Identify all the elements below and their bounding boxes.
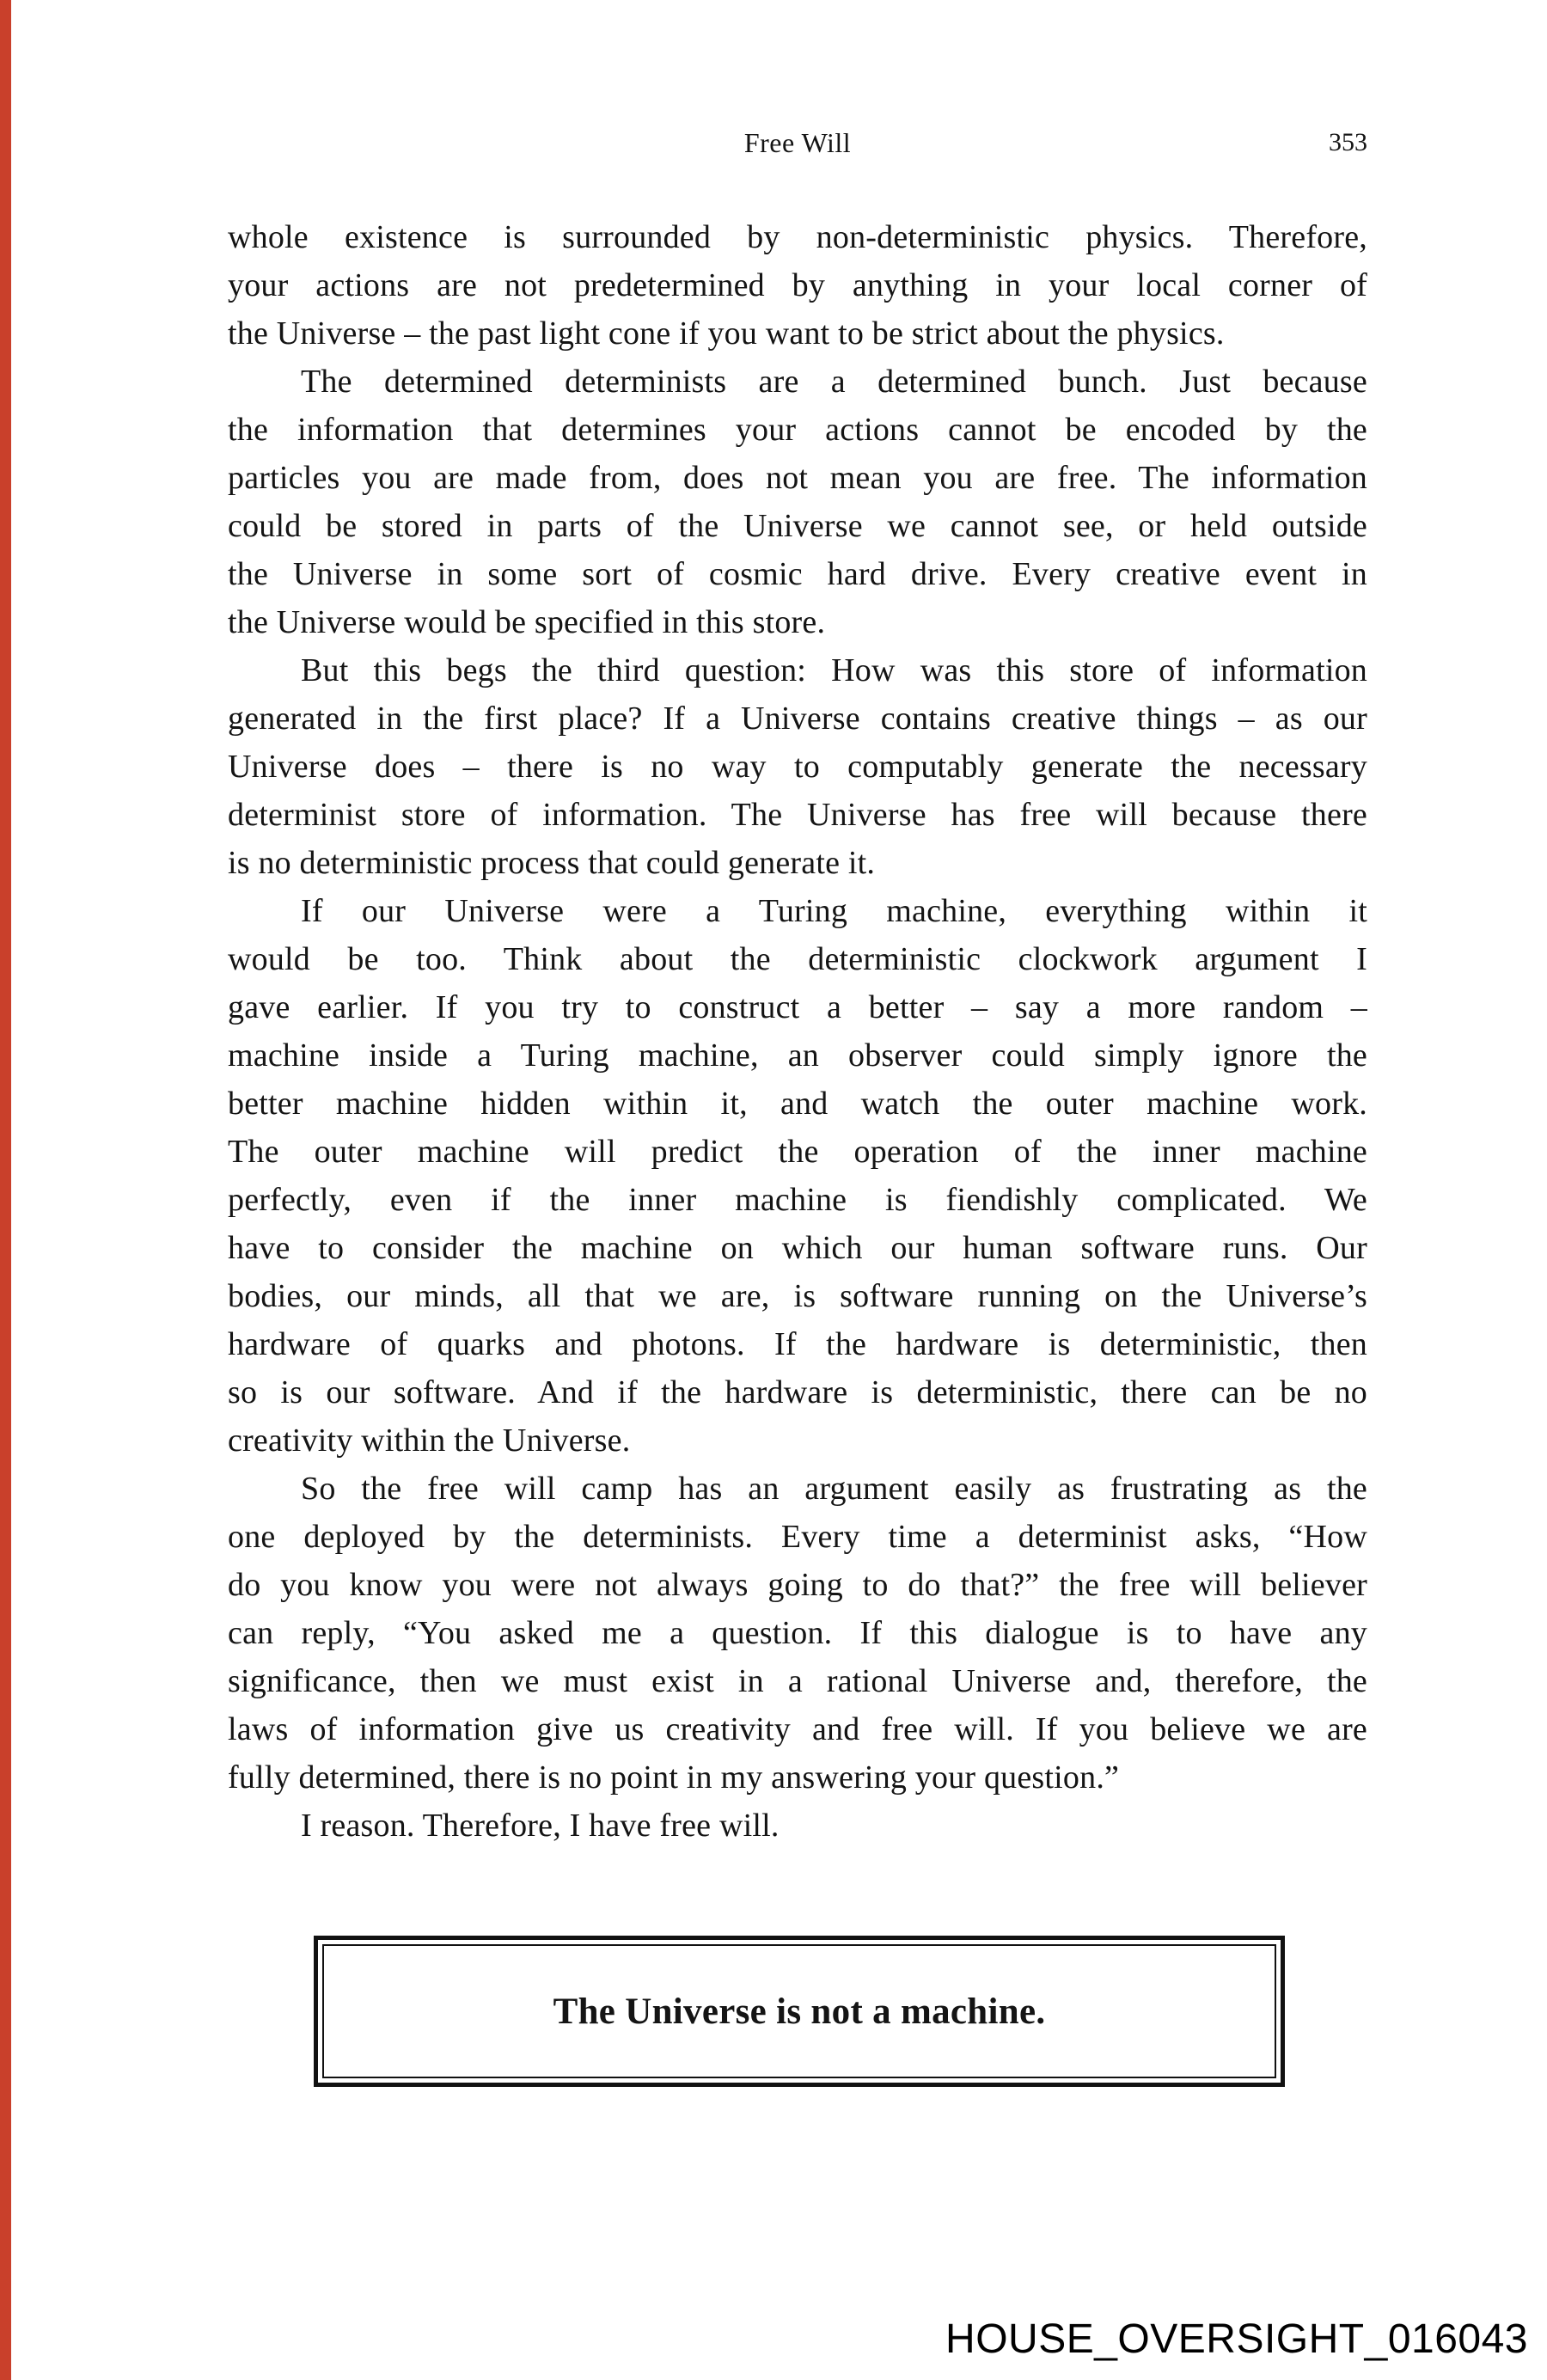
callout-box-inner-border: [322, 1944, 1276, 2078]
running-head-title: Free Will: [743, 127, 852, 158]
document-id-watermark: HOUSE_OVERSIGHT_016043: [945, 2316, 1528, 2362]
body-line: the information that determines your actions cannot be encoded by the: [228, 412, 1367, 448]
body-line: determinist store of information. The Universe has free will because there: [228, 797, 1367, 833]
body-line: the Universe – the past light cone if you want to be strict about the physics.: [228, 315, 1225, 352]
body-line: can reply, “You asked me a question. If this dialogue is to have any: [228, 1615, 1367, 1651]
body-line: bodies, our minds, all that we are, is software running on the Universe’s: [228, 1278, 1367, 1314]
body-line: perfectly, even if the inner machine is fiendishly complicated. We: [228, 1182, 1367, 1218]
page-header: [228, 125, 1367, 160]
body-line: creativity within the Universe.: [228, 1422, 631, 1459]
body-line: hardware of quarks and photons. If the hardware is deterministic, then: [228, 1326, 1367, 1362]
callout-text: The Universe is not a machine.: [553, 1991, 1046, 2032]
body-line: have to consider the machine on which our human software runs. Our: [228, 1230, 1367, 1266]
callout-box: [314, 1936, 1285, 2087]
body-line: But this begs the third question: How was this store of information: [301, 652, 1367, 688]
body-line: your actions are not predetermined by anything in your local corner of: [228, 267, 1367, 303]
body-line: do you know you were not always going to do that?” the free will believer: [228, 1567, 1367, 1603]
body-line: laws of information give us creativity and free will. If you believe we are: [228, 1711, 1367, 1747]
body-line: would be too. Think about the deterministic clockwork argument I: [228, 941, 1367, 977]
body-line: I reason. Therefore, I have free will.: [301, 1808, 780, 1844]
body-line: The outer machine will predict the operation of the inner machine: [228, 1134, 1367, 1170]
page-number: 353: [1329, 128, 1367, 156]
body-line: one deployed by the determinists. Every time a determinist asks, “How: [228, 1519, 1367, 1555]
body-line: the Universe would be specified in this store.: [228, 604, 826, 640]
body-line: whole existence is surrounded by non-deterministic physics. Therefore,: [228, 219, 1367, 255]
body-line: significance, then we must exist in a rational Universe and, therefore, the: [228, 1663, 1367, 1699]
body-line: So the free will camp has an argument easily as frustrating as the: [301, 1471, 1367, 1507]
body-line: so is our software. And if the hardware is deterministic, there can be no: [228, 1374, 1367, 1410]
body-line: Universe does – there is no way to computably generate the necessary: [228, 749, 1367, 785]
body-line: is no deterministic process that could generate it.: [228, 845, 876, 881]
body-line: If our Universe were a Turing machine, everything within it: [301, 893, 1367, 929]
body-line: particles you are made from, does not mean you are free. The information: [228, 460, 1367, 496]
body-line: the Universe in some sort of cosmic hard drive. Every creative event in: [228, 556, 1367, 592]
body-text: [228, 213, 1367, 1850]
body-line: The determined determinists are a determined bunch. Just because: [301, 364, 1367, 400]
body-line: machine inside a Turing machine, an observer could simply ignore the: [228, 1037, 1367, 1074]
body-line: better machine hidden within it, and watch the outer machine work.: [228, 1086, 1367, 1122]
body-line: fully determined, there is no point in my answering your question.”: [228, 1759, 1120, 1796]
body-line: could be stored in parts of the Universe we cannot see, or held outside: [228, 508, 1367, 544]
body-line: generated in the first place? If a Universe contains creative things – as our: [228, 701, 1367, 737]
scan-edge-stripe: [0, 0, 11, 2380]
body-line: gave earlier. If you try to construct a better – say a more random –: [228, 989, 1367, 1025]
